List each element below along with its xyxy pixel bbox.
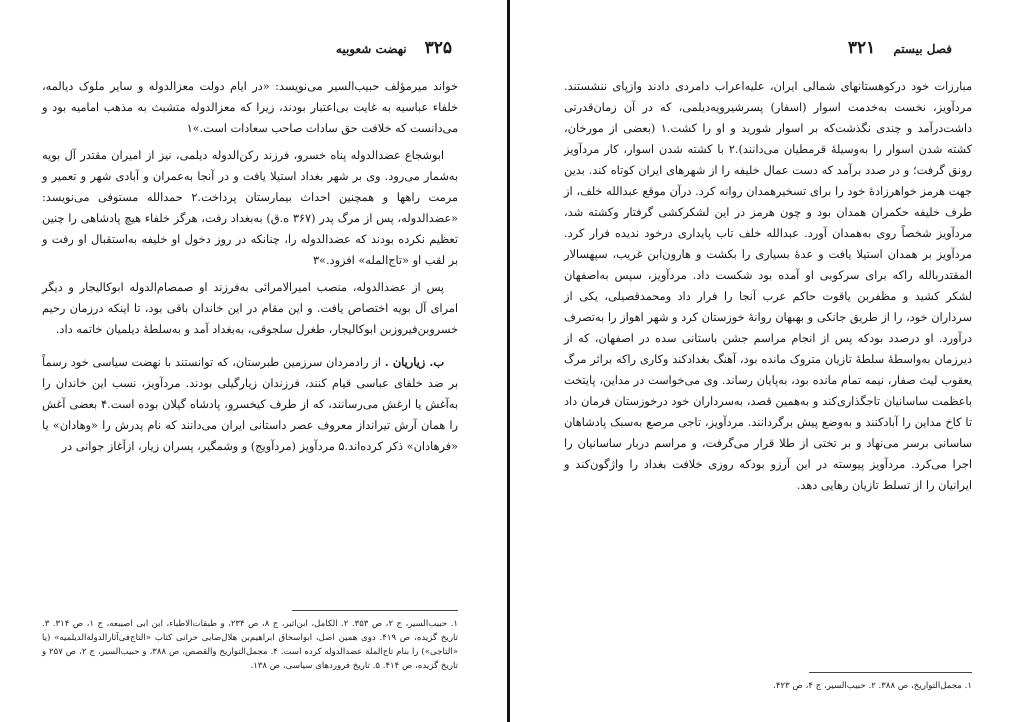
left-paragraph-1: خواند میرمؤلف حبیب‌السیر می‌نویسد: «در ایام دولت معزالدوله و سایر ملوک دیالمه، خلفاء عباسیه به غایت بی‌اعتبار بودند، زیرا که معزالدوله متشبث به مذهب امامیه بود و می‌دانست که خلافت حق سادات صاحب سعادات است.»۱ — [42, 80, 458, 135]
left-page-number: ۳۲۵ — [424, 38, 452, 58]
right-paragraph-1: مبارزات خود درکوهستانهای شمالی ایران، علیه‌اعراب دامردی دادند وازپای ننشستند. مردآویز، نخست به‌خدمت اسوار (اسفار) پسرشیرویه‌دیلمی، که در آن زمان‌قدرتی داشت‌درآمد و چندی نگذشت‌که بر اسوار شورید و او را کشت.۱ (بعضی از مورخان، کشته شدن اسوار را به‌وسیلهٔ قرمطیان می‌دانند).۲ با کشته شدن اسوار، کار مردآویز رونق گرفت؛ و در صدد برآمد که دست عمال خلیفه را از شهرهای ایران کوتاه کند. بدین جهت هرمز خواهرزادهٔ خود را برای تسخیرهمدان روانه کرد. درآن موقع عبدالله خلف، از طرف خلیفه حکمران همدان بود و چون هرمز در این لشکرکشی گرفتار وکشته شد، مردآویز شخصاً روی به‌همدان آورد. عبدالله خلف تاب پایداری درخود ندیده فرار کرد. مردآویز بر همدان استیلا یافت و عدهٔ بسیاری را بکشت و هارون‌ابن غریب، سپهسالار المقتدربالله راکه برای سرکوبی او آمده بود شکست داد. مردآویز، سپس به‌اصفهان لشکر کشید و مظفربن یاقوت حاکم عرب آنجا را فرار داد ومحمدقصیلی، یکی از سرداران خود، را از طریق جانکی و بهبهان روانهٔ خوزستان کرد و شهر اهواز را به‌تصرف درآورد. او درصدد بودکه پس از انجام مراسم جشن باستانی سده در اصفهان، که از دیرزمان به‌واسطهٔ سلطهٔ تازیان متروک مانده بود، آهنگ بغدادکند وکاری راکه براثر مرگ یعقوب لیث صفار، نیمه تمام مانده بود، به‌پایان رساند. وی می‌خواست در مداین، پایتخت باعظمت ساسانیان تاجگذاری‌کند و به‌همین قصد، به‌سرداران خود درخوزستان فرمان داد تا کاخ مداین را آبادکنند و به‌وضع پیش برگردانند. مردآویز، تاجی مرصع به‌سبک پادشاهان ساسانی برسر می‌نهاد و بر تختی از طلا قرار می‌گرفت، و مراسم دربار ساسانیان را اجرا می‌کرد. مردآویز پیوسته در این آرزو بودکه روزی خلافت بغداد را واژگون‌کند و ایرانیان را از تسلط تازیان رهایی دهد. — [564, 80, 972, 492]
left-running-title: نهضت شعوبیه — [335, 42, 407, 56]
footnote-rule — [292, 610, 458, 611]
left-paragraph-3: پس از عضدالدوله، منصب امیرالامرائی به‌فرزند او صمصام‌الدوله ابوکالیجار و دیگر امرای آل بویه اختصاص یافت. و این مقام در این خاندان باقی بود، تا اینکه درزمان رحیم خسروبن‌فیروزبن ابوکالیجار، طغرل سلجوقی، به‌بغداد آمد و به‌سلطهٔ دیلمیان خاتمه داد. — [42, 281, 458, 336]
footnote-rule — [809, 672, 972, 673]
right-footnotes — [564, 660, 972, 693]
right-page-number: ۳۲۱ — [847, 38, 876, 58]
right-page — [510, 0, 1018, 722]
section-ziyarids — [42, 352, 458, 457]
section-heading: ب. زیاریان . — [384, 355, 444, 369]
left-footnotes — [42, 598, 458, 673]
left-footnote-text: ۱. حبیب‌السیر، ج ۲، ص ۳۵۳. ۲. الکامل، ابن‌اثیر، ج ۸، ص ۲۳۴، و طبقات‌الاطباء، ابن ابی اصیبعه، ج ۱، ص ۳۱۴. ۳. تاریخ گزیده، ص ۴۱۹. دوی همین اصل، ابواسحاق ابراهیم‌بن هلال‌صابی حرانی کتاب «التاج‌فی‌آثارالدولة‌الدیلمیه» (یا «التاجی») را بنام تاج‌الملة عضدالدوله کرده است. ۴. مجمل‌التواریخ والقصص، ص ۳۸۸، و حبیب‌السیر، ج ۲، ص ۲۵۷ و تاریخ گزیده، ص ۴۱۴. ۵. تاریخ فروردهای سیاسی، ص ۱۳۸. — [42, 619, 458, 671]
right-running-title: فصل بیستم — [893, 42, 952, 56]
right-page-header — [564, 38, 972, 64]
left-page — [0, 0, 508, 722]
section-text: از رادمردان سرزمین طبرستان، که توانستند با نهضت سیاسی خود رسماً بر ضد خلفای عباسی قیام کنند، فرزندان زیارگیلی بودند. مردآویز، نسب این خاندان را به‌آغش یا ارغش می‌رسانند، که از طرف کیخسرو، پادشاه گیلان بوده است.۴ بعضی آغش را همان آرش تیرانداز معروف عصر داستانی ایران می‌دانند که نام پدرش را «وهادان» یا «فرهادان» ذکر کرده‌اند.۵ مردآویز (مردآویج) و وشمگیر، پسران زیار، ازآغاز جوانی در — [42, 356, 458, 453]
left-page-header — [42, 38, 458, 64]
left-paragraph-2: ابوشجاع عضدالدوله پناه خسرو، فرزند رکن‌الدوله دیلمی، نیز از امیران مقتدر آل بویه به‌شمار می‌رود. وی بر شهر بغداد استیلا یافت و در آنجا به‌عمران و آبادی شهر و تعمیر و مرمت راهها و همچنین احداث بیمارستان پرداخت.۲ حمدالله مستوفی می‌نویسد: «عضدالدوله، پس از مرگ پدر (۳۶۷ ه.ق) به‌بغداد رفت، هرگز خلفاء هیچ پادشاهی را چنین تعظیم نکرده بودند که عضدالدوله را، چنانکه در روز دخول او خلیفه به‌استقبال او رفت و بر لقب او «تاج‌المله» افزود.»۳ — [42, 149, 458, 267]
right-footnote-text: ۱. مجمل‌التواریخ، ص ۳۸۸. ۲. حبیب‌السیر، ج ۴، ص ۴۲۳. — [773, 681, 972, 691]
